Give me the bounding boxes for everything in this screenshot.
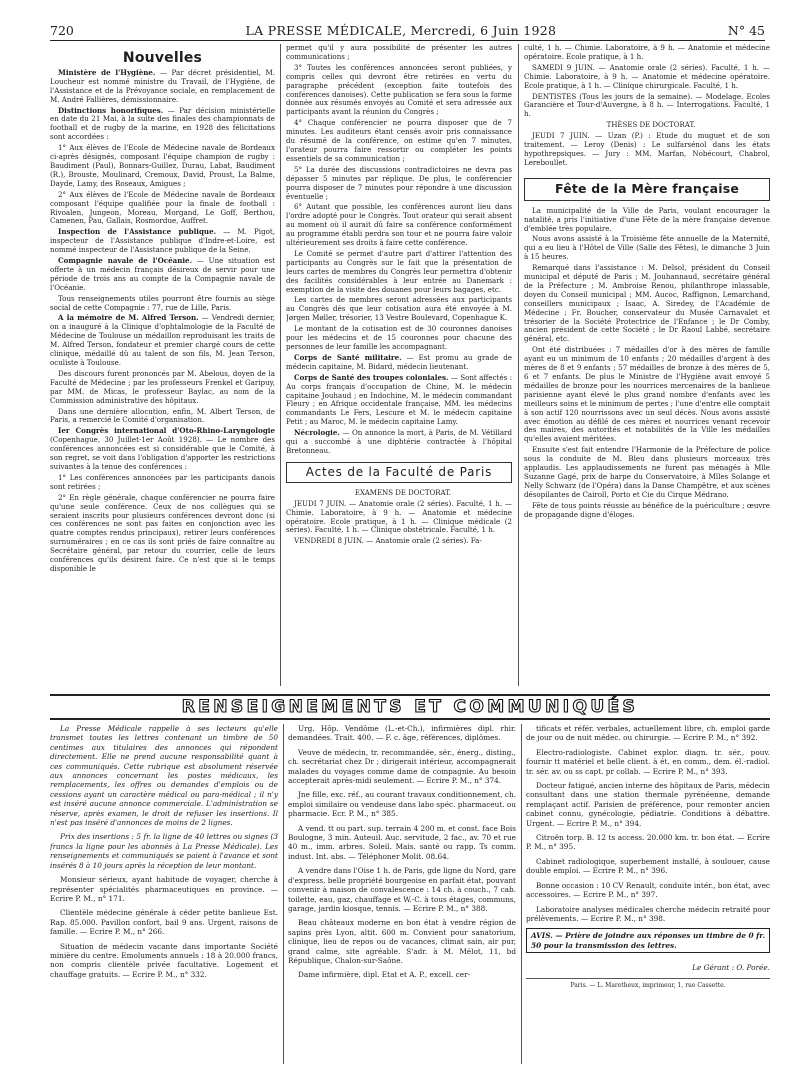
running-header: [50, 20, 765, 41]
subheading: THÈSES DE DOCTORAT.: [606, 121, 696, 130]
classified-ad: Citroën torp. B. 12 ts access. 20.000 km. tr. bon état. — Ecrire P. M., n° 395.: [526, 833, 770, 852]
gerant-signature: Le Gérant : O. Porée.: [692, 963, 770, 973]
news-paragraph: DENTISTES (Tous les jours de la semaine). — Modelage. Ecoles Garancière et Tour-d'Auvergne, à 8 h. — Interrogations. Faculté, 1 h.: [524, 91, 770, 119]
news-item: Ministère de l'Hygiène. — Par décret présidentiel, M. Loucheur est nommé ministre du Travail, de l'Hygiène, de l'Assistance et de la Prévoyance sociale, en remplacement de M. André Fallières, démissionnaire.: [50, 67, 275, 104]
fete-mere-box: [524, 178, 770, 201]
news-paragraph: JEUDI 7 JUIN. — Anatomie orale (2 séries). Faculté, 1 h. — Chimie. Laboratoire, à 9 h. — Anatomie et médecine opératoire. Ecole pratique, à 1 h. — Clinique médicale (2 séries). Faculté, 1 h. — Clinique obstétricale. Faculté, 1 h.: [286, 498, 512, 535]
news-item: Inspection de l'Assistance publique. — M. Pigot, inspecteur de l'Assistance publique d'Indre-et-Loire, est nommé inspecteur de l'Assistance publique de la Seine.: [50, 227, 275, 255]
nouvelles-title: Nouvelles: [122, 50, 203, 66]
news-paragraph: 6° Autant que possible, les conférences auront lieu dans l'ordre adopté pour le Congrès. Tout orateur qui serait absent au moment où il aurait dû faire sa conférence conformément au programme établi perdra son tour et ne pourra faire valoir ultérieurement ses droits à faire cette conférence.: [286, 202, 512, 248]
column-rule: [518, 44, 519, 686]
classifieds-col-3: [526, 724, 770, 1064]
column-rule: [283, 724, 284, 1064]
news-paragraph: Ont été distribuées : 7 médailles d'or à des mères de famille ayant eu un minimum de 10 enfants ; 20 médailles d'argent à des mères de 8 et 9 enfants ; 57 médailles de bronze à des mères de 5, 6 et 7 enfants. De plus le Ministre de l'Hygiène avait envoyé 5 médailles de bronze pour les nourrices mercenaires de la banlieue parisienne ayant élevé le plus grand nombre d'enfants avec les meilleurs soins et le minimum de pertes ; l'une d'entre elle comptait à son actif 120 nourrissons avec un seul décès. Nous avons assisté avec émotion au défilé de ces mères et nourrices venant recevoir des maires, des autorités et notabilités de la Ville les médailles qu'elles avaient méritées.: [524, 345, 770, 444]
news-paragraph: Tous renseignements utiles pourront être fournis au siège social de cette Compagnie : 77, rue de Lille, Paris.: [50, 293, 275, 312]
news-paragraph: 3° Toutes les conférences annoncées seront publiées, y compris celles qui devront être retirées en vertu du paragraphe précédent (exception faite toutefois des conférences danoises). Cette publication se fera sous la forme donnée aux résumés envoyés au Comité et sera adressée aux participants avant la réunion du Congrès ;: [286, 62, 512, 117]
column-rule: [280, 44, 281, 686]
news-paragraph: SAMEDI 9 JUIN. — Anatomie orale (2 séries). Faculté, 1 h. — Chimie. Laboratoire, à 9 h. — Anatomie et médecine opératoire. Ecole pratique, à 1 h. — Clinique chirurgicale. Faculté, 1 h.: [524, 62, 770, 90]
news-paragraph: culté, 1 h. — Chimie. Laboratoire, à 9 h. — Anatomie et médecine opératoire. Ecole pratique, à 1 h.: [524, 44, 770, 61]
news-paragraph: Des discours furent prononcés par M. Abelous, doyen de la Faculté de Médecine ; par les professeurs Frenkel et Garipuy, par MM. de Micas, le professeur Baylac, au nom de la Commission administrative des hôpitaux.: [50, 368, 275, 405]
printer-line: Paris. — L. Maretheux, imprimeur, 1, rue Cassette.: [526, 978, 770, 990]
column-right: [524, 44, 770, 686]
news-paragraph: permet qu'il y aura possibilité de présenter les autres communications ;: [286, 44, 512, 61]
classified-ad: Electro-radiologiste. Cabinet explor. diagn. tr. sér., pouv. fournir tt matériel et belle client. à ét. en comm., dem. él.-radiol. tr. sér. av. ou ss capt. pr collab. — Ecrire P. M., n° 393.: [526, 747, 770, 776]
news-paragraph: Ensuite s'est fait entendre l'Harmonie de la Préfecture de police sous la conduite de M. Bleu dans plusieurs morceaux très applaudis. Les applaudissements ne furent pas ménagés à Mlle Suzanne Gagé, prix de harpe du Conservatoire, à Mlles Solange et Nelly Schwarz (de l'Opéra) dans la Danse Champêtre, et aux scènes désopilantes de Cairoll, Porto et Cie du Cirque Médrano.: [524, 445, 770, 499]
news-paragraph: La municipalité de la Ville de Paris, voulant encourager la natalité, a pris l'initiative d'une Fête de la mère française devenue d'emblée très populaire.: [524, 205, 770, 233]
classified-ad: A vend. tt ou part. sup. terrain 4 200 m. et const. face Bois Boulogne, 3 min. Auteuil. Auc. servitude, 2 fac., av. 70 et rue 40 m., imm. arbres. Soleil. Mais. santé ou rapp. Ts comm. indust. Int. abs. — Téléphoner Molit. 08.64.: [288, 823, 516, 861]
classified-ad: Dame infirmière, dipl. Etat et A. P., excell. cer-: [298, 970, 471, 980]
classifieds-prices: Prix des insertions : 5 fr. la ligne de 40 lettres ou signes (3 francs la ligne pour les abonnés à La Presse Médicale). Les renseignements et communiqués se paient à l'avance et sont insérés 8 à 10 jours après la réception de leur montant.: [50, 832, 278, 870]
news-head: Ier Congrès international d'Oto-Rhino-Laryngologie: [58, 426, 275, 436]
classified-ad: A vendre dans l'Oise 1 h. de Paris, gde ligne du Nord, gare d'express, belle propriété bourgeoise en parfait état, pouvant convenir à maison de convalescence : 14 ch. à couch., 7 cab. toilette, eau, gaz, chauffage et W.-C. à tous étages, communs, garage, jardin kiosque, tennis. — Ecrire P. M., n° 388.: [288, 866, 516, 913]
actes-faculte-title: Actes de la Faculté de Paris: [305, 464, 493, 479]
avis-notice: AVIS. — Prière de joindre aux réponses un timbre de 0 fr. 50 pour la transmission des lettres.: [526, 928, 770, 953]
news-paragraph: 4° Chaque conférencier ne pourra disposer que de 7 minutes. Les auditeurs étant censés avoir pris connaissance du résumé de la conférence, on estime qu'en 7 minutes, l'orateur pourra faire ressortir ou compléter les points essentiels de sa communication ;: [286, 118, 512, 163]
issue-number: N° 45: [727, 23, 765, 38]
news-head: Corps de Santé des troupes coloniales.: [294, 372, 449, 382]
news-paragraph: Le montant de la cotisation est de 30 couronnes danoises pour les médecins et de 15 couronnes pour chacune des personnes de leur famille les accompagnant.: [286, 324, 512, 351]
news-paragraph: 1° Aux élèves de l'Ecole de Médecine navale de Bordeaux ci-après désignés, composant l'équipe champion de rugby : Baudiment (Paul), Bonnars-Guillez, Durau, Labat, Baudiment (R.), Brouste, Moulinard, Cremoux, David, Proust, La Balme, Dayde, Lamy, des Roseaux, Amigues ;: [50, 143, 275, 188]
column-nouvelles: [50, 44, 275, 686]
news-item: Distinctions honorifiques. — Par décision ministérielle en date du 21 Mai, à la suite des finales des championnats de football et de rugby de la marine, en 1928 des félicitations sont accordées :: [50, 105, 275, 142]
news-item: A la mémoire de M. Alfred Terson. — Vendredi dernier, on a inauguré à la Clinique d'ophtalmologie de la Faculté de Médecine de Toulouse un médaillon reproduisant les traits de M. Alfred Terson, fondateur et premier chargé cours de cette clinique, médaillé dû au talent de son fils, M. Jean Terson, oculiste à Toulouse.: [50, 313, 275, 367]
classified-ad: Laboratoire analyses médicales cherche médecin retraité pour prélèvements. — Ecrire P. M., n° 398.: [526, 904, 770, 923]
news-head: A la mémoire de M. Alfred Terson.: [58, 313, 199, 323]
news-paragraph: 5° La durée des discussions contradictoires ne devra pas dépasser 5 minutes par réplique. De plus, le conférencier pourra disposer de 7 minutes pour répondre à une discussion éventuelle ;: [286, 164, 512, 201]
news-paragraph: Nous avons assisté à la Troisième fête annuelle de la Maternité, qui a eu lieu à l'Hôtel de Ville (Salle des Fêtes), le dimanche 3 Juin à 15 heures.: [524, 234, 770, 262]
news-head: Compagnie navale de l'Océanie.: [58, 256, 193, 266]
classified-ad: Clientèle médecine générale à céder petite banlieue Est. Rap. 85.000. Pavillon confort, bail 9 ans. Urgent, raisons de famille. — Ecrire P. M., n° 266.: [50, 908, 278, 937]
renseignements-banner: [50, 694, 770, 720]
news-paragraph: Remarqué dans l'assistance : M. Delsol, président du Conseil municipal et député de Paris ; M. Jouhannaud, secrétaire général de la Préfecture ; M. Ambroise Renou, philanthrope inlassable, doyen du Conseil municipal ; MM. Aucoc, Raffignon, Lemarchand, conseillers municipaux ; Isaac, A. Siredey, de l'Académie de Médecine ; Fr. Boucher, conservateur du Musée Carnavalet et trésorier de la Société Protectrice de l'Enfance ; le Dr Comby, ancien président de cette Société ; le Dr Raoul Labbé, secrétaire général, etc.: [524, 263, 770, 344]
news-paragraph: Dans une dernière allocution, enfin, M. Albert Terson, de Paris, a remercié le Comité d'organisation.: [50, 406, 275, 425]
classified-ad: Urg. Hôp. Vendôme (L.-et-Ch.), infirmières dipl. rhir. demandées. Trait. 400. — F. c. âge, références, diplômes.: [288, 724, 516, 743]
news-item: Ier Congrès international d'Oto-Rhino-Laryngologie (Copenhague, 30 Juillet-1er Août 1928). — Le nombre des conférences annoncées est si considérable que le Comité, à son regret, se voit dans l'obligation d'apporter les restrictions suivantes à la tenue des conférences :: [50, 426, 275, 471]
classified-ad: Jne fille, exc. réf., au courant travaux conditionnement, ch. emploi similaire ou vendeuse dans labo spéc. pharmaceut. ou pharmacie. Ecr. P. M., n° 385.: [288, 790, 516, 819]
page-number: 720: [50, 23, 74, 38]
journal-title: LA PRESSE MÉDICALE, Mercredi, 6 Juin 1928: [245, 23, 557, 38]
subheading: EXAMENS DE DOCTORAT.: [354, 488, 452, 497]
classified-ad: tificats et référ. verbales, actuellement libre, ch. emploi garde de jour ou de nuit médec. ou chirurgie. — Ecrire P. M., n° 392.: [526, 724, 770, 743]
actes-faculte-box: [286, 462, 512, 483]
classified-ad: Situation de médecin vacante dans importante Société minière du centre. Emoluments annuels : 18 à 20.000 francs, non compris clientèle privée facultative. Logement et chauffage gratuits. — Ecrire P. M., n° 332.: [50, 941, 278, 979]
classified-ad: Veuve de médecin, tr. recommandée, sér., énerg., disting., ch. secrétariat chez Dr ; dirigerait intérieur, accompagnerait malades du voyages comme dame de compagnie. Au besoin accepterait après-midi seulement. — Ecrire P. M., n° 374.: [288, 747, 516, 786]
classifieds-intro: La Presse Médicale rappelle à ses lecteurs qu'elle transmet toutes les lettres contenant un timbre de 50 centimes aux titulaires des annonces qui répondent directement. Elle ne prend aucune responsabilité quant à ces communiqués. Cette rubrique est absolument réservée aux annonces concernant les postes médicaux, les remplacements, les offres ou demandes d'emplois ou de cessions ayant un caractère médical ou para-médical ; il n'y est inséré aucune annonce commerciale. L'administration se réserve, après examen, le droit de refuser les insertions. Il n'est pas inséré d'annonces de moins de 2 lignes.: [50, 724, 278, 828]
classified-ad: Beau châteaux moderne en bon état à vendre région de sapins près Lyon, altit. 600 m. Convient pour sanatorium, clinique, lieu de repos ou de vacances, climat sain, air pur, grand calme, site agréable. S'adr. à M. Mélot, 11, bd République, Chalon-sur-Saône.: [288, 918, 516, 965]
news-item: Corps de Santé militaire. — Est promu au grade de médecin capitaine, M. Bidard, médecin lieutenant.: [286, 352, 512, 371]
renseignements-title: RENSEIGNEMENTS ET COMMUNIQUÉS: [181, 697, 639, 717]
news-head: Nécrologie.: [294, 428, 340, 438]
news-paragraph: 2° En règle générale, chaque conférencier ne pourra faire qu'une seule conférence. Ceux de nos collègues qui se seraient inscrits pour plusieurs conférences devront donc (si ces conférences ne sont pas faites en conjonction avec les quatre comptes rendus principaux), retirer leurs conférences surnuméraires ; en ce cas ils sont priés de faire connaître au Secrétaire général, par retour du courrier, celle de leurs conférences qu'ils désirent faire. Ce n'est que si le temps disponible le: [50, 492, 275, 573]
fete-mere-title: Fête de la Mère française: [554, 180, 740, 196]
classified-ad: Docteur fatigué, ancien interne des hôpitaux de Paris, médecin consultant dans une station thermale pyrénéenne, demande remplaçant actif. Parisien de préférence, pour remonter ancien cabinet connu, gynécologie, pédiatrie. Conditions à débattre. Urgent. — Ecrire P. M., n° 394.: [526, 781, 770, 828]
news-paragraph: Les cartes de membres seront adressées aux participants au Congrès dès que leur cotisation aura été envoyée à M. Jørgen Møller, trésorier, 13 Vestre Boulevard, Copenhague K.: [286, 295, 512, 323]
news-paragraph: 1° Les conférences annoncées par les participants danois sont retirées ;: [50, 472, 275, 491]
news-paragraph: Fête de tous points réussie au bénéfice de la puériculture ; œuvre de propagande digne d'éloges.: [524, 500, 770, 519]
news-head: Ministère de l'Hygiène.: [58, 67, 156, 77]
news-paragraph: JEUDI 7 JUIN. — Uzan (P.) : Etude du muguet et de son traitement. — Leroy (Denis) : Le sulfarsénol dans les états hypothrepsiques. — Jury : MM. Marfan, Nobécourt, Chabrol, Lereboullet.: [524, 131, 770, 167]
news-item: Nécrologie. — On annonce la mort, à Paris, de M. Vétillard qui a succombé à une diphtérie contractée à l'hôpital Bretonneau.: [286, 428, 512, 455]
news-head: Inspection de l'Assistance publique.: [58, 227, 217, 237]
news-head: Distinctions honorifiques.: [58, 105, 164, 115]
column-middle: [286, 44, 512, 686]
news-paragraph: 2° Aux élèves de l'Ecole de Médecine navale de Bordeaux composant l'équipe qualifiée pour la finale de football : Rivoalen, Jungeon, Moreau, Morgand, Le Goff, Berthou, Camenen, Pau, Gallais, Rosmordue, Auffret.: [50, 189, 275, 226]
news-item: Compagnie navale de l'Océanie. — Une situation est offerte à un médecin français désireux de servir pour une période de trois ans au compte de la Compagnie navale de l'Océanie.: [50, 256, 275, 292]
classified-ad: Bonne occasion : 10 CV Renault, conduite intér., bon état, avec accessoires. — Ecrire P. M., n° 397.: [526, 880, 770, 900]
column-rule: [521, 724, 522, 1064]
classifieds-col-1: [50, 724, 278, 1064]
classified-ad: Cabinet radiologique, superbement installé, à soulouer, cause double emploi. — Ecrire P. M., n° 396.: [526, 856, 770, 876]
news-head: Corps de Santé militaire.: [294, 352, 402, 362]
news-item: Corps de Santé des troupes coloniales. — Sont affectés : Au corps français d'occupation de Chine, M. le médecin capitaine Jouhaud ; en Indochine, M. le médecin commandant Fleury ; en Afrique occidentale française, MM. les médecins commandants Le Fers, Lescure et M. le médecin capitaine Petit ; au Maroc, M. le médecin capitaine Lamy.: [286, 372, 512, 427]
classifieds-col-2: [288, 724, 516, 1064]
news-paragraph: Le Comité se permet d'autre part d'attirer l'attention des participants au Congrès sur le fait que la présentation de leurs cartes de membres du Congrès leur permettra d'obtenir des facilités considérables à leur entrée au Danemark : exemption de la visite des douanes pour leurs bagages, etc.: [286, 248, 512, 294]
classified-ad: Monsieur sérieux, ayant habitude de voyager, cherche à représenter spécialités pharmaceutiques en province. — Ecrire P. M., n° 171.: [50, 875, 278, 903]
news-paragraph: VENDREDI 8 JUIN. — Anatomie orale (2 séries). Fa-: [294, 536, 482, 546]
